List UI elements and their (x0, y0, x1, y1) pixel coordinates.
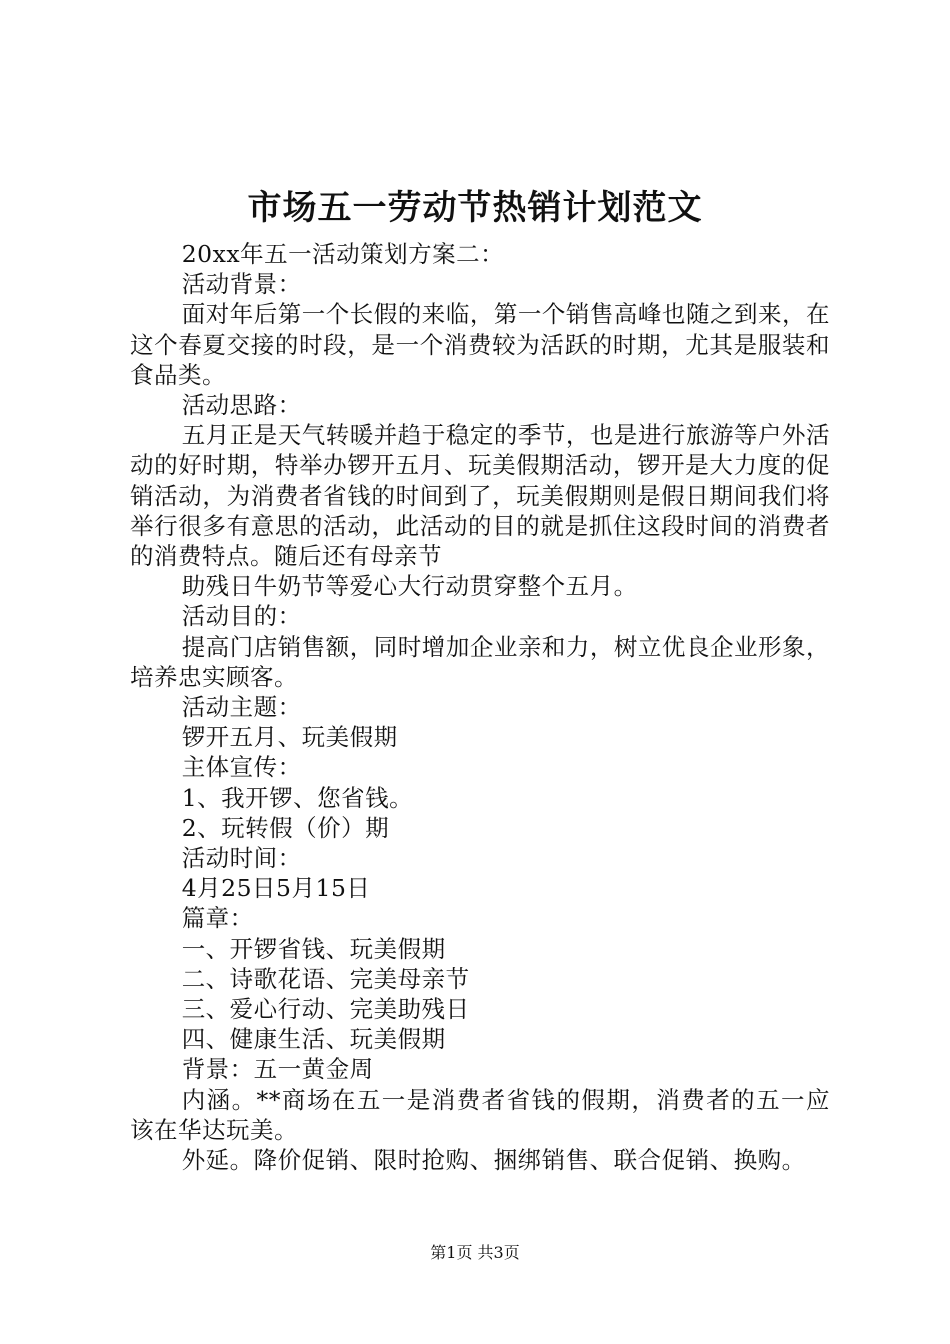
paragraph-21: 背景：五一黄金周 (181, 1055, 374, 1084)
paragraph-17: 一、开锣省钱、玩美假期 (181, 934, 446, 963)
paragraph-22: 内涵。**商场在五一是消费者省钱的假期，消费者的五一应该在华达玩美。 (130, 1085, 830, 1144)
paragraph-19: 三、爱心行动、完美助残日 (181, 995, 470, 1024)
paragraph-6: 助残日牛奶节等爱心大行动贯穿整个五月。 (181, 572, 638, 601)
paragraph-7: 活动目的： (181, 602, 302, 631)
paragraph-12: 1、我开锣、您省钱。 (181, 783, 414, 812)
paragraph-2: 活动背景： (181, 270, 302, 299)
document-title: 市场五一劳动节热销计划范文 (247, 188, 703, 228)
paragraph-23: 外延。降价促销、限时抢购、捆绑销售、联合促销、换购。 (181, 1146, 806, 1175)
paragraph-1: 20xx年五一活动策划方案二： (181, 240, 505, 268)
paragraph-15: 4月25日5月15日 (181, 874, 371, 903)
document-body (130, 239, 830, 1175)
paragraph-5: 五月正是天气转暖并趋于稳定的季节，也是进行旅游等户外活动的好时期，特举办锣开五月、玩美假期活动，锣开是大力度的促销活动，为消费者省钱的时间到了，玩美假期则是假日期间我们将举行很多有意思的活动，此活动的目的就是抓住这段时间的消费者的消费特点。随后还有母亲节 (130, 421, 830, 571)
paragraph-8: 提高门店销售额，同时增加企业亲和力，树立优良企业形象，培养忠实顾客。 (130, 632, 830, 691)
page-footer: 第1页 共3页 (430, 1243, 520, 1262)
paragraph-11: 主体宣传： (181, 753, 302, 782)
paragraph-20: 四、健康生活、玩美假期 (181, 1025, 446, 1054)
paragraph-16: 篇章： (181, 904, 254, 933)
paragraph-13: 2、玩转假（价）期 (181, 813, 390, 842)
paragraph-3: 面对年后第一个长假的来临，第一个销售高峰也随之到来，在这个春夏交接的时段，是一个消费较为活跃的时期，尤其是服装和食品类。 (130, 300, 830, 389)
paragraph-9: 活动主题： (181, 693, 302, 722)
paragraph-10: 锣开五月、玩美假期 (181, 723, 398, 752)
paragraph-14: 活动时间： (181, 844, 302, 873)
paragraph-4: 活动思路： (181, 391, 302, 420)
paragraph-18: 二、诗歌花语、完美母亲节 (181, 964, 470, 993)
